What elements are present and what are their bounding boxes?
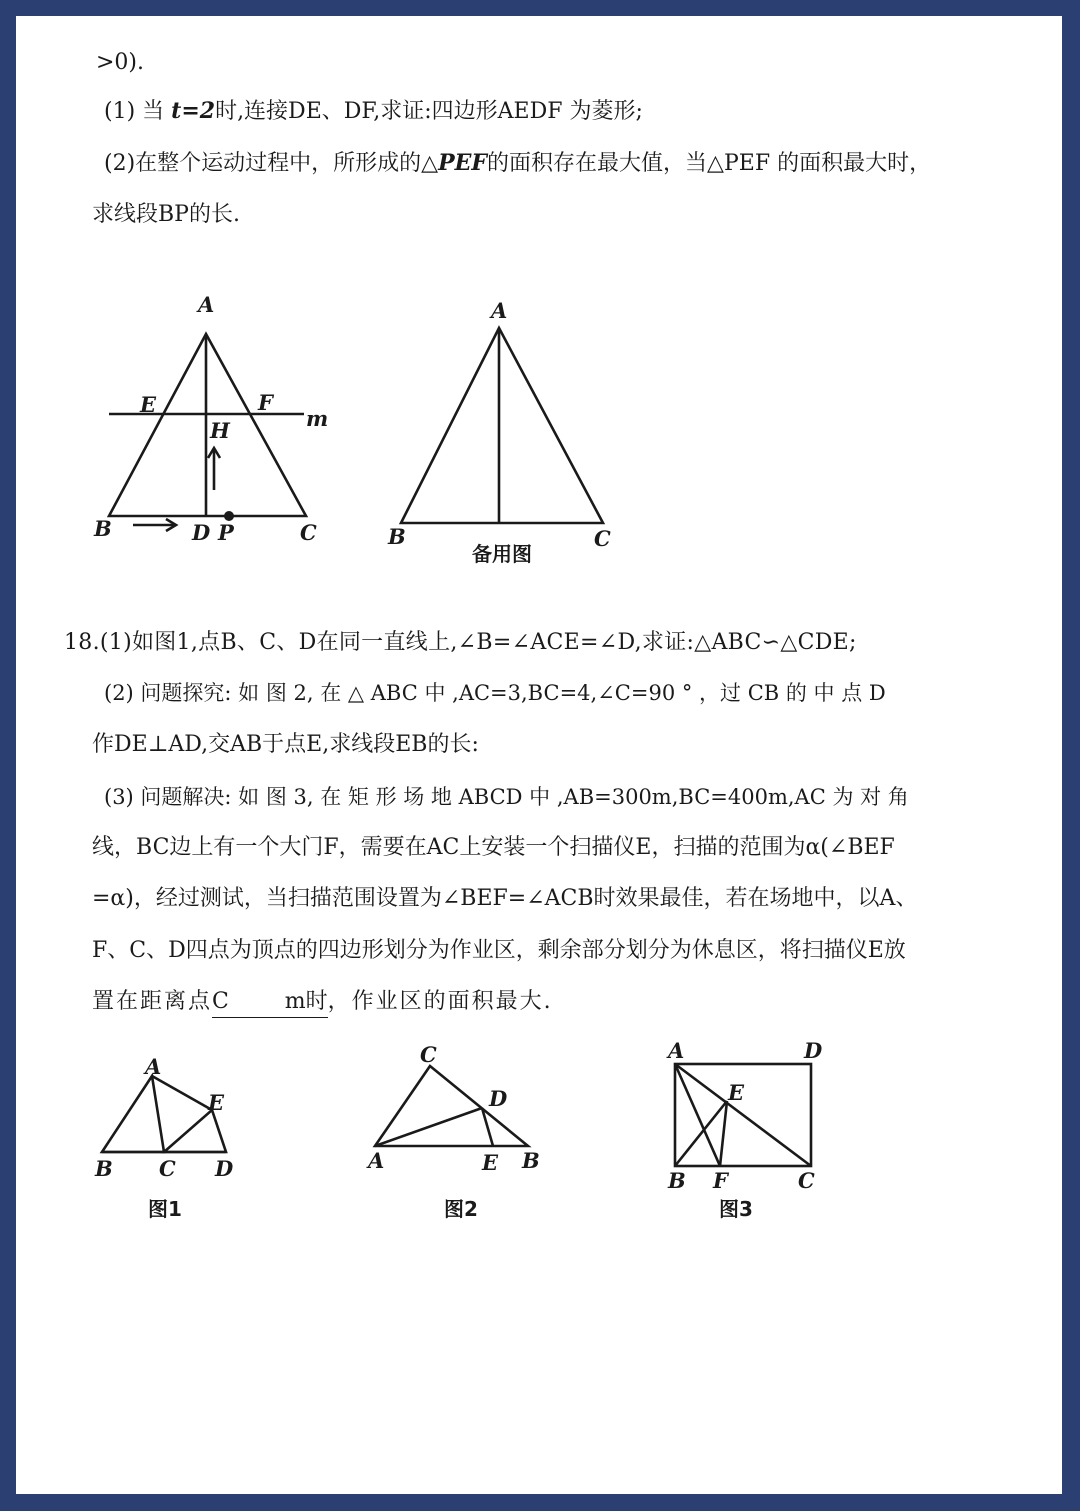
fig1-label-a: A [145, 1054, 162, 1079]
spare-label-c: C [594, 526, 611, 551]
label-p: P [218, 520, 234, 545]
q17-part2-pre: (2)在整个运动过程中，所形成的 [104, 151, 422, 176]
label-h: H [210, 418, 230, 443]
q18-figure3 [16, 16, 1062, 1494]
q17-part2-var: △PEF [421, 150, 488, 176]
fig2-label-b: B [522, 1148, 540, 1173]
fig1-caption: 图1 [148, 1197, 182, 1221]
fig2-label-e: E [482, 1150, 499, 1175]
fig3-label-b: B [668, 1168, 686, 1193]
q18-line3: 作DE⊥AD,交AB于点E,求线段EB的长: [92, 732, 479, 757]
worksheet-page [16, 16, 1062, 1494]
q17-part2-line2: 求线段BP的长. [92, 202, 240, 227]
fig3-label-d: D [804, 1038, 823, 1063]
fig3-segment-ef [720, 1101, 727, 1166]
q17-tail-text: >0). [96, 50, 145, 75]
fig3-label-e: E [728, 1080, 745, 1105]
label-b: B [94, 516, 112, 541]
q17-part1-var: t=2 [171, 98, 216, 124]
fig1-label-d: D [215, 1156, 234, 1181]
answer-blank: C m时 [212, 987, 328, 1018]
spare-label-b: B [388, 524, 406, 549]
q18-line5: 线，BC边上有一个大门F，需要在AC上安装一个扫描仪E，扫描的范围为α(∠BEF [92, 835, 895, 860]
label-a: A [198, 292, 215, 317]
label-e: E [140, 392, 157, 417]
fig3-segment-be [675, 1101, 727, 1166]
q18-line1: 18.(1)如图1,点B、C、D在同一直线上,∠B=∠ACE=∠D,求证:△ABC∽△CDE; [64, 630, 857, 655]
q18-line8-pre: 置在距离点 [92, 989, 213, 1014]
fig1-label-c: C [159, 1156, 176, 1181]
fig1-label-b: B [95, 1156, 113, 1181]
fig2-label-a: A [368, 1148, 385, 1173]
q17-part1-pre: (1) 当 [104, 99, 172, 124]
q17-part2-post: 的面积存在最大值，当△PEF 的面积最大时， [487, 151, 932, 176]
fig2-caption: 图2 [444, 1197, 478, 1221]
fig3-label-f: F [713, 1168, 728, 1193]
fig3-label-a: A [668, 1038, 685, 1063]
q18-line2: (2) 问题探究: 如 图 2, 在 △ ABC 中 ,AC=3,BC=4,∠C=90 ° ，过 CB 的 中 点 D [104, 681, 886, 705]
label-m: m [306, 406, 329, 431]
q17-part1-post: 时,连接DE、DF,求证:四边形AEDF 为菱形; [215, 99, 643, 124]
spare-caption: 备用图 [472, 542, 532, 566]
fig3-caption: 图3 [719, 1197, 753, 1221]
spare-label-a: A [491, 298, 508, 323]
fig2-label-c: C [420, 1042, 437, 1067]
q18-line7: F、C、D四点为顶点的四边形划分为作业区，剩余部分划分为休息区，将扫描仪E放 [92, 938, 906, 963]
q18-line6: =α)，经过测试，当扫描范围设置为∠BEF=∠ACB时效果最佳，若在场地中，以A、 [92, 886, 918, 911]
fig1-label-e: E [208, 1090, 225, 1115]
fig2-label-d: D [489, 1086, 508, 1111]
fig3-label-c: C [798, 1168, 815, 1193]
label-c: C [300, 520, 317, 545]
label-f: F [258, 390, 273, 415]
q18-line8-post: ，作业区的面积最大. [327, 989, 553, 1014]
q18-line4: (3) 问题解决: 如 图 3, 在 矩 形 场 地 ABCD 中 ,AB=300m,BC=400m,AC 为 对 角 [104, 785, 909, 809]
label-d: D [192, 520, 211, 545]
